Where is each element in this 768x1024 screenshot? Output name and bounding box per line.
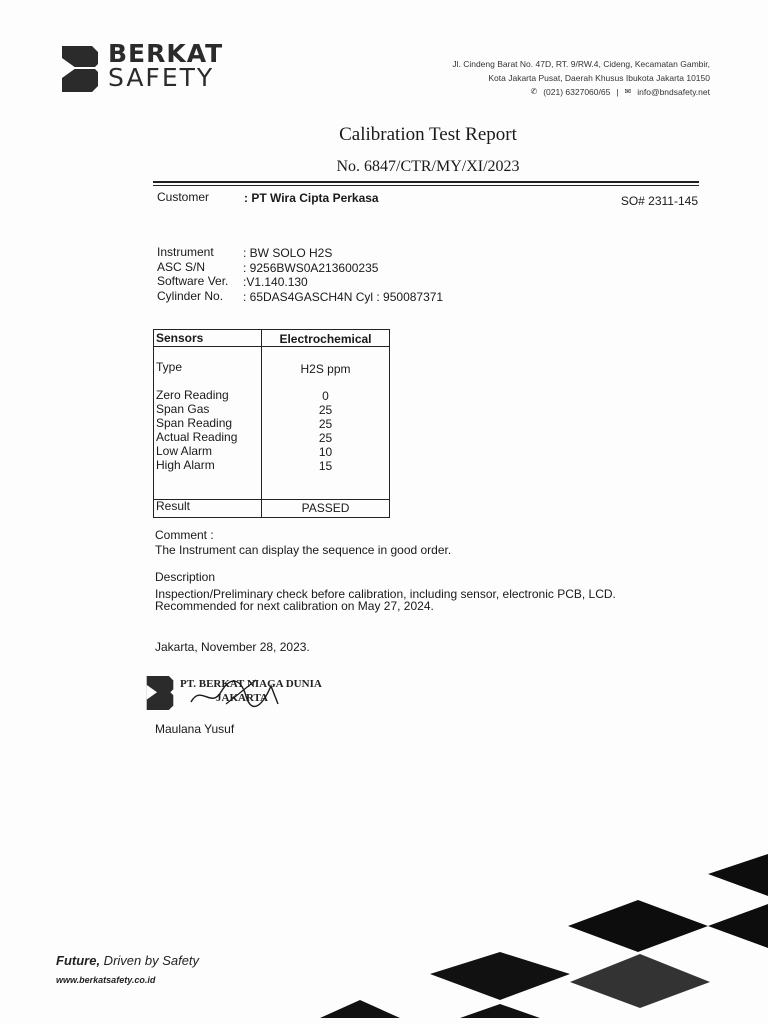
- table-row-label: High Alarm: [156, 458, 215, 472]
- company-logo-text: [108, 39, 224, 92]
- table-header-electrochemical: Electrochemical: [279, 332, 372, 346]
- company-stamp: [146, 674, 336, 714]
- email-icon: ✉: [624, 87, 632, 96]
- table-row-label: Span Reading: [156, 416, 233, 430]
- instrument-label: Instrument: [157, 245, 214, 259]
- software-value: :V1.140.130: [243, 275, 308, 289]
- description-line-2: Recommended for next calibration on May 27, 2024.: [155, 599, 434, 613]
- decorative-diamonds-icon: [320, 850, 768, 1024]
- cylinder-label: Cylinder No.: [157, 288, 224, 303]
- table-row-value: 15: [318, 459, 333, 473]
- table-row-label: Actual Reading: [156, 430, 238, 444]
- email-address: info@bndsafety.net: [637, 87, 710, 97]
- customer-label: Customer: [157, 190, 210, 204]
- report-number: No. 6847/CTR/MY/XI/2023: [336, 158, 520, 175]
- footer-website: www.berkatsafety.co.id: [56, 975, 156, 985]
- instrument-labels: [157, 245, 228, 303]
- table-header-sensors: Sensors: [156, 331, 204, 345]
- sensor-table: [153, 329, 390, 518]
- tagline-rest: Driven by Safety: [100, 953, 200, 968]
- table-row-value: 0: [322, 389, 329, 403]
- contact-separator: |: [616, 87, 619, 97]
- result-label: Result: [156, 499, 191, 513]
- comment-text: The Instrument can display the sequence in good order.: [155, 543, 452, 557]
- table-row-label: Low Alarm: [156, 444, 213, 458]
- logo-line-2: SAFETY: [108, 63, 215, 92]
- comment-label: Comment :: [155, 528, 214, 542]
- table-row-value: 25: [318, 417, 333, 431]
- asc-sn-value: : 9256BWS0A213600235: [243, 260, 379, 275]
- type-value: H2S ppm: [300, 362, 351, 376]
- tagline-bold: Future,: [56, 953, 101, 968]
- table-row-label: Span Gas: [156, 402, 210, 416]
- title-rule: [153, 181, 699, 183]
- so-number: SO# 2311-145: [620, 194, 698, 208]
- cylinder-value: : 65DAS4GASCH4N Cyl : 950087371: [243, 289, 444, 304]
- title-rule-thin: [153, 185, 699, 186]
- table-row-value: 25: [318, 431, 333, 445]
- signature-icon: [186, 674, 286, 714]
- stamp-logo-icon: [146, 676, 174, 710]
- table-row-value: 25: [318, 403, 333, 417]
- customer-value: : PT Wira Cipta Perkasa: [244, 191, 379, 205]
- place-date: Jakarta, November 28, 2023.: [155, 640, 310, 654]
- instrument-value: : BW SOLO H2S: [243, 246, 333, 260]
- company-address: [452, 57, 710, 99]
- address-line-1: Jl. Cindeng Barat No. 47D, RT. 9/RW.4, Cideng, Kecamatan Gambir,: [452, 59, 710, 69]
- report-title: Calibration Test Report: [339, 124, 517, 145]
- logo-line-1: BERKAT: [108, 39, 224, 68]
- footer-tagline: [56, 953, 199, 968]
- contact-line: [452, 85, 710, 99]
- phone-icon: ✆: [530, 87, 538, 96]
- table-row-value: 10: [318, 445, 333, 459]
- software-label: Software Ver.: [157, 274, 229, 288]
- instrument-values: [243, 246, 443, 304]
- result-value: PASSED: [301, 501, 350, 515]
- stamp-line-2: JAKARTA: [216, 692, 268, 704]
- address-line-2: Kota Jakarta Pusat, Daerah Khusus Ibukota Jakarta 10150: [488, 73, 710, 83]
- berkat-logo-icon: [62, 46, 98, 92]
- type-label: Type: [156, 360, 183, 374]
- signer-name: Maulana Yusuf: [155, 722, 235, 736]
- description-line-1: Inspection/Preliminary check before calibration, including sensor, electronic PCB, LCD.: [155, 587, 616, 601]
- phone-number: (021) 6327060/65: [543, 87, 611, 97]
- stamp-line-1: PT. BERKAT NIAGA DUNIA: [180, 678, 322, 690]
- table-header-rule: [154, 346, 389, 347]
- description-label: Description: [155, 570, 216, 584]
- asc-sn-label: ASC S/N: [157, 259, 206, 274]
- table-row-label: Zero Reading: [156, 388, 229, 402]
